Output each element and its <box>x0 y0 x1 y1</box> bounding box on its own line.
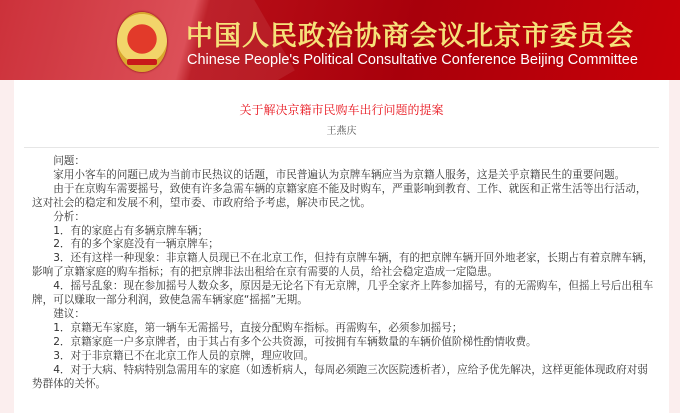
article-title: 关于解决京籍市民购车出行问题的提案 <box>239 103 444 117</box>
paragraph: 2．京籍家庭一户多京牌者，由于其占有多个公共资源，可按拥有车辆数量的车辆价值阶梯性酌情收费。 <box>53 335 537 348</box>
site-header <box>0 0 680 80</box>
site-title-en: Chinese People's Political Consultative Conference Beijing Committee <box>187 52 638 68</box>
section-heading-problem: 问题： <box>53 155 85 167</box>
paragraph: 3．还有这样一种现象：非京籍人员现已不在北京工作，但持有京牌车辆，有的把京牌车辆开回外地老家，长期占有着京牌车辆，影响了京籍家庭的购车指标；有的把京牌非法出租给在京有需要的人员，给社会稳定造成一定隐患。 <box>32 252 654 279</box>
paragraph: 4．对于大病、特病特别急需用车的家庭（如透析病人，每周必须跑三次医院透析者），应给予优先解决，这样更能体现政府对弱势群体的关怀。 <box>32 363 648 390</box>
paragraph: 3．对于非京籍已不在北京工作人员的京牌，理应收回。 <box>53 349 315 362</box>
article-panel <box>14 80 669 413</box>
cppcc-emblem-logo[interactable] <box>117 12 167 72</box>
section-heading-analysis: 分析： <box>53 210 85 223</box>
site-title-cn: 中国人民政治协商会议北京市委员会 <box>186 21 634 52</box>
paragraph: 1．有的家庭占有多辆京牌车辆； <box>53 224 209 237</box>
article-body <box>32 155 657 391</box>
emblem-ribbon <box>127 59 157 65</box>
article-author: 王燕庆 <box>326 126 357 137</box>
divider <box>24 147 659 148</box>
section-heading-suggestions: 建议： <box>53 307 85 320</box>
paragraph: 2．有的多个家庭没有一辆京牌车； <box>53 238 219 251</box>
paragraph: 由于在京购车需要摇号，致使有许多急需车辆的京籍家庭不能及时购车，严重影响到教育、工作、就医和正常生活等出行活动，这对社会的稳定和发展不利，望市委、市政府给予考虑，解决市民之忧。 <box>32 182 647 209</box>
paragraph: 1．京籍无车家庭，第一辆车无需摇号，直接分配购车指标。再需购车，必须参加摇号； <box>53 321 463 334</box>
paragraph: 家用小客车的问题已成为当前市民热议的话题，市民普遍认为京牌车辆应当为京籍人服务，这是关乎京籍民生的重要问题。 <box>53 168 626 181</box>
paragraph: 4．摇号乱象：现在参加摇号人数众多，原因是无论名下有无京牌，几乎全家齐上阵参加摇号，有的无需购车，但摇上号后出租车牌，可以赚取一部分利润，致使急需车辆家庭“摇摇”无期。 <box>32 280 654 307</box>
